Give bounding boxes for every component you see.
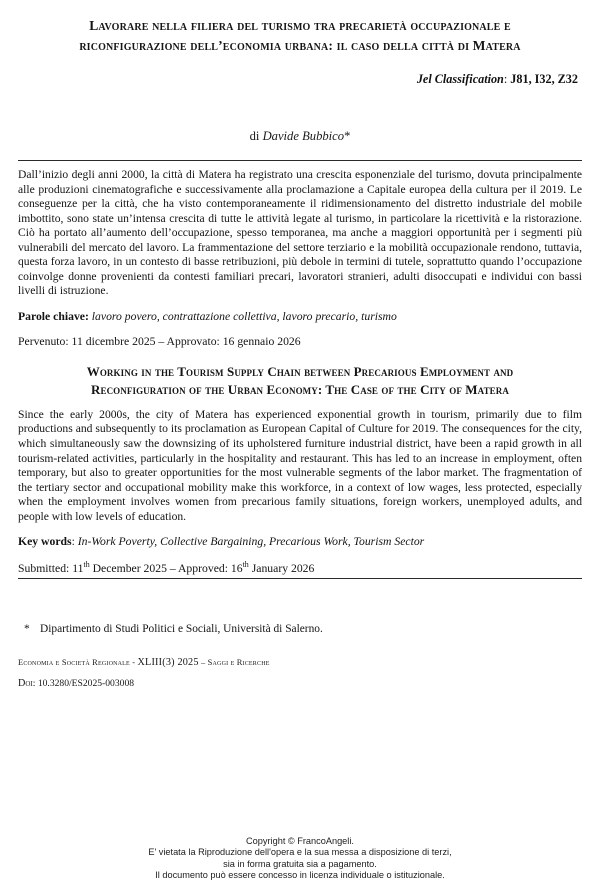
doi-value: 10.3280/ES2025-003008 (37, 678, 135, 690)
copyright-line-2: E' vietata la Riproduzione dell'opera e la sua messa a disposizione di terzi, (148, 847, 452, 858)
abstract-english: Since the early 2000s, the city of Matera has experienced exponential growth in tourism, primarily due to film productions and subsequently to its proclamation as European Capital of Culture for 2019. The consequences for the city, which simultaneously saw the downsizing of its upholstered furniture industrial district, have been a rapid growth in all tourism-related activities, particularly in the hospitality and restaurant. This has led to an increase in employment, often temporary, but also to greater opportunities for the most vulnerable segments of the labor market. The fragmentation of the tertiary sector and occupational mobility make this workforce, in a context of low wages, less protected, especially when the employment involves women from precarious family situations, foreign workers, unemployed adults, and people with low levels of education. (18, 407, 582, 523)
jel-codes: J81, I32, Z32 (510, 72, 578, 86)
title-block (18, 0, 582, 55)
author-line (18, 129, 582, 144)
copyright-notice (0, 836, 600, 882)
approved-day: 16 (230, 562, 243, 576)
keywords-english-list: In-Work Poverty, Collective Bargaining, Precarious Work, Tourism Sector (77, 535, 425, 549)
journal-volume: XLIII(3) 2025 (137, 657, 199, 669)
submitted-label: Submitted: (18, 562, 73, 576)
journal-dash-1: - (129, 658, 138, 668)
jel-classification-line (18, 72, 578, 87)
footnote-marker: * (24, 623, 30, 636)
doi-line (18, 678, 582, 689)
keywords-italian (18, 310, 582, 323)
journal-section: Saggi e Ricerche (207, 658, 270, 668)
page-title-italian: Lavorare nella filiera del turismo tra precarietà occupazionale e riconfigurazione dell’economia urbana: il caso della città di Matera (79, 18, 521, 53)
jel-label: Jel Classification (416, 72, 504, 86)
keywords-english (18, 535, 582, 548)
abstract-bottom-rule (18, 578, 582, 579)
footnote-text: Dipartimento di Studi Politici e Sociali, Università di Salerno. (40, 623, 323, 636)
copyright-line-4: Il documento può essere concesso in licenza individuale o istituzionale. (155, 870, 445, 881)
doi-label: Doi (18, 678, 33, 690)
copyright-line-3: sia in forma gratuita sia a pagamento. (223, 858, 377, 869)
dates-italian: Pervenuto: 11 dicembre 2025 – Approvato: 16 gennaio 2026 (18, 334, 301, 348)
abstract-italian: Dall’inizio degli anni 2000, la città di Matera ha registrato una crescita esponenziale del turismo, dovuta principalmente alle produzioni cinematografiche e successivamente alla proclamazione a Capitale europea della cultura per il 2019. Le conseguenze per la città, che ha visto contemporaneamente il ridimensionamento del distretto industriale del mobile imbottito, sono state un’intensa crescita di tutte le attività legate al turismo, in particolare la ricettività e la ristorazione. Ciò ha portato all’aumento dell’occupazione, spesso temporanea, ma anche a maggiori opportunità per i segmenti più vulnerabili del mercato del lavoro. La frammentazione del settore terziario e la mobilità occupazionale rendono, tuttavia, questa forza lavoro, in un contesto di basse retribuzioni, più debole in termini di tutele, soprattutto quando l’occupazione coinvolge donne provenienti da contesti familiari precari, lavoratori stranieri, adulti disoccupati e individui con bassi livelli di istruzione. (18, 168, 582, 298)
approved-ordinal-suffix: th (242, 560, 249, 570)
dates-dash: – (169, 562, 178, 576)
author-name: Davide Bubbico (262, 129, 345, 143)
jel-separator: : (503, 72, 511, 86)
journal-dash-2: – (198, 658, 208, 668)
submitted-rest: December 2025 (89, 562, 170, 576)
submitted-day: 11 (72, 562, 84, 576)
journal-reference-line (18, 657, 582, 668)
author-footnote-marker: * (344, 129, 351, 143)
copyright-line-1: Copyright © FrancoAngeli. (246, 835, 354, 846)
keywords-english-separator: : (71, 535, 78, 549)
approved-label: Approved: (177, 562, 231, 576)
keywords-english-label: Key words (18, 535, 72, 549)
author-affiliation-footnote (18, 623, 582, 635)
submitted-ordinal-suffix: th (83, 560, 90, 570)
page-title-english: Working in the Tourism Supply Chain between Precarious Employment and Reconfiguration of the Urban Economy: The Case of the City of Matera (86, 363, 514, 398)
approved-rest: January 2026 (248, 562, 315, 576)
doi-separator: : (32, 678, 38, 690)
keywords-italian-list: lavoro povero, contrattazione collettiva, lavoro precario, turismo (91, 309, 397, 323)
dates-english (18, 560, 582, 575)
journal-name: Economia e Società Regionale (18, 658, 130, 668)
keywords-italian-label: Parole chiave: (18, 309, 89, 323)
author-prefix: di (249, 129, 263, 143)
